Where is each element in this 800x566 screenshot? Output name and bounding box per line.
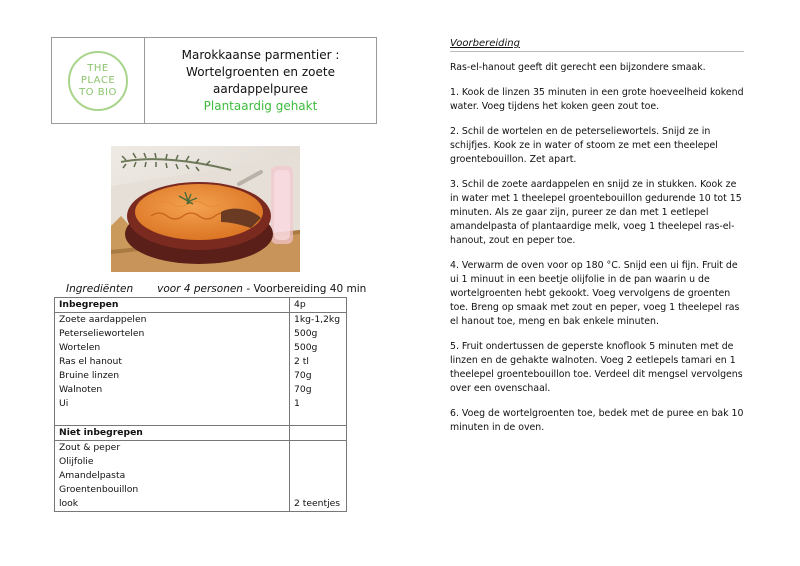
- recipe-subtitle: Plantaardig gehakt: [203, 98, 318, 113]
- ingredient-qty: 70g: [290, 383, 347, 397]
- included-qty-header: 4p: [290, 298, 347, 313]
- table-row: [55, 469, 347, 483]
- title-line-1: Marokkaanse parmentier :: [181, 47, 340, 62]
- logo-line-2: TO BIO: [79, 86, 117, 98]
- recipe-title: [145, 38, 376, 123]
- preparation-step: 5. Fruit ondertussen de geperste knoflook 5 minuten met de linzen en de gehakte walnoten. Voeg 2 eetlepels tamari en 1 theelepel groentebouillon toe. Verdeel dit mengsel vervolgens over een ovenschaal.: [450, 341, 743, 394]
- table-row: [55, 441, 347, 456]
- table-row: [55, 327, 347, 341]
- table-row: [55, 455, 347, 469]
- ingredient-qty: 500g: [290, 341, 347, 355]
- ingredient-name: Zoete aardappelen: [55, 313, 290, 328]
- recipe-header: [51, 37, 377, 124]
- ingredient-qty: 2 teentjes: [290, 497, 347, 512]
- dish-photo: [111, 146, 300, 272]
- persons-label: voor 4 personen: [157, 283, 243, 295]
- ingredient-qty: 2 tl: [290, 355, 347, 369]
- table-row: [55, 369, 347, 383]
- preparation-step: 2. Schil de wortelen en de peterseliewortels. Snijd ze in schijfjes. Kook ze in water of stoom ze met een theelepel groentebouillon. Zet apart.: [450, 126, 718, 165]
- ingredient-name: Olijfolie: [55, 455, 290, 469]
- ingredient-qty: 1kg-1,2kg: [290, 313, 347, 328]
- ingredient-name: Wortelen: [55, 341, 290, 355]
- logo-line-1: THE PLACE: [80, 62, 116, 86]
- table-row: [55, 383, 347, 397]
- ingredient-name: Walnoten: [55, 383, 290, 397]
- table-row: [55, 497, 347, 512]
- preparation-section: [450, 38, 744, 446]
- ingredient-qty: [290, 455, 347, 469]
- ingredients-table-body: [55, 298, 347, 512]
- ingredient-name: Peterseliewortelen: [55, 327, 290, 341]
- title-line-2: Wortelgroenten en zoete: [186, 64, 335, 79]
- ingredient-name: Ras el hanout: [55, 355, 290, 369]
- table-row: [55, 397, 347, 411]
- ingredient-name: Amandelpasta: [55, 469, 290, 483]
- included-header-row: [55, 298, 347, 313]
- ingredient-qty: 500g: [290, 327, 347, 341]
- preparation-step: 6. Voeg de wortelgroenten toe, bedek met de puree en bak 10 minuten in de oven.: [450, 408, 744, 433]
- not-included-header-row: [55, 426, 347, 441]
- table-row: [55, 483, 347, 497]
- ingredients-heading: [66, 283, 366, 295]
- table-row: [55, 313, 347, 328]
- preparation-intro: Ras-el-hanout geeft dit gerecht een bijzondere smaak.: [450, 62, 706, 73]
- logo-cell: [52, 38, 145, 123]
- prep-time: - Voorbereiding 40 min: [246, 283, 367, 295]
- spacer-row: [55, 411, 347, 426]
- ingredient-name: Zout & peper: [55, 441, 290, 456]
- included-header: Inbegrepen: [55, 298, 290, 313]
- title-line-3: aardappelpuree: [212, 81, 308, 96]
- preparation-step: 1. Kook de linzen 35 minuten in een grote hoeveelheid kokend water. Voeg tijdens het koken geen zout toe.: [450, 87, 744, 112]
- ingredient-qty: [290, 469, 347, 483]
- ingredient-name: Groentenbouillon: [55, 483, 290, 497]
- ingredient-name: Ui: [55, 397, 290, 411]
- ingredient-qty: 70g: [290, 369, 347, 383]
- preparation-step: 4. Verwarm de oven voor op 180 °C. Snijd een ui fijn. Fruit de ui 1 minuut in een beetje olijfolie in de pan waarin u de wortelgroenten hebt gekookt. Voeg vervolgens de groenten toe. Breng op smaak met zout en peper, voeg 1 theelepel ras el hanout toe, meng en bak enkele minuten.: [450, 260, 740, 327]
- ingredient-qty: 1: [290, 397, 347, 411]
- preparation-title: Voorbereiding: [450, 38, 744, 52]
- ingredients-label: Ingrediënten: [66, 283, 134, 295]
- table-row: [55, 341, 347, 355]
- brand-logo: [68, 51, 128, 111]
- not-included-header: Niet inbegrepen: [55, 426, 290, 441]
- ingredient-name: Bruine linzen: [55, 369, 290, 383]
- ingredient-qty: [290, 441, 347, 456]
- ingredient-name: look: [55, 497, 290, 512]
- ingredient-qty: [290, 483, 347, 497]
- table-row: [55, 355, 347, 369]
- ingredients-table: [54, 297, 347, 512]
- preparation-step: 3. Schil de zoete aardappelen en snijd ze in stukken. Kook ze in water met 1 theelepel groentebouillon gedurende 10 tot 15 minuten. Als ze gaar zijn, pureer ze dan met 1 eetlepel amandelpasta of plantaardige melk, voeg 1 theelepel ras-el-hanout, zout en peper toe.: [450, 179, 742, 246]
